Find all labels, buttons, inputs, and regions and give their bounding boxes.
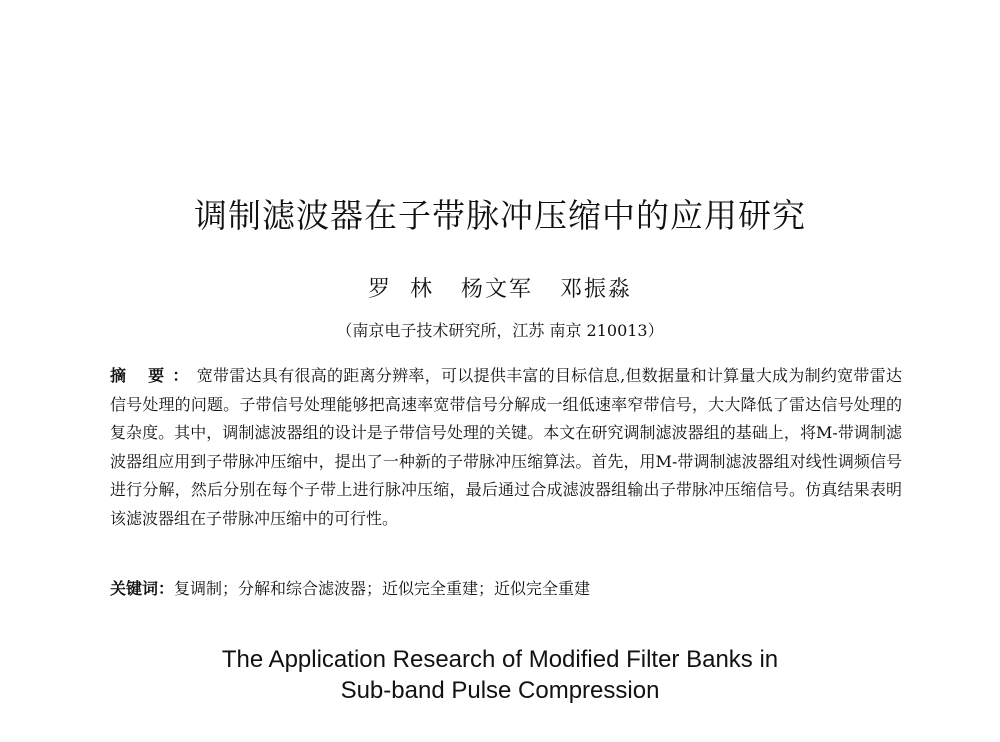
abstract-block: [110, 362, 902, 534]
abstract-text: 宽带雷达具有很高的距离分辨率，可以提供丰富的目标信息,但数据量和计算量大成为制约宽带雷达信号处理的问题。子带信号处理能够把高速率宽带信号分解成一组低速率窄带信号，大大降低了雷达信号处理的复杂度。其中，调制滤波器组的设计是子带信号处理的关键。本文在研究调制滤波器组的基础上，将M-带调制滤波器组应用到子带脉冲压缩中，提出了一种新的子带脉冲压缩算法。首先，用M-带调制滤波器组对线性调频信号进行分解，然后分别在每个子带上进行脉冲压缩，最后通过合成滤波器组输出子带脉冲压缩信号。仿真结果表明该滤波器组在子带脉冲压缩中的可行性。: [110, 366, 902, 528]
abstract-label: 摘 要：: [110, 366, 197, 385]
chinese-title: 调制滤波器在子带脉冲压缩中的应用研究: [194, 196, 806, 235]
affiliation: （南京电子技术研究所，江苏 南京 210013）: [336, 321, 664, 340]
author-list: 罗 林 杨文军 邓振淼: [368, 277, 632, 302]
keywords-text: 复调制；分解和综合滤波器；近似完全重建；近似完全重建: [174, 579, 591, 598]
keywords-block: [110, 576, 902, 599]
english-title-line-2: Sub-band Pulse Compression: [340, 677, 660, 704]
english-title-line-1: The Application Research of Modified Filter Banks in: [221, 646, 779, 673]
english-title: [0, 644, 1000, 706]
keywords-label: 关键词：: [110, 579, 175, 598]
